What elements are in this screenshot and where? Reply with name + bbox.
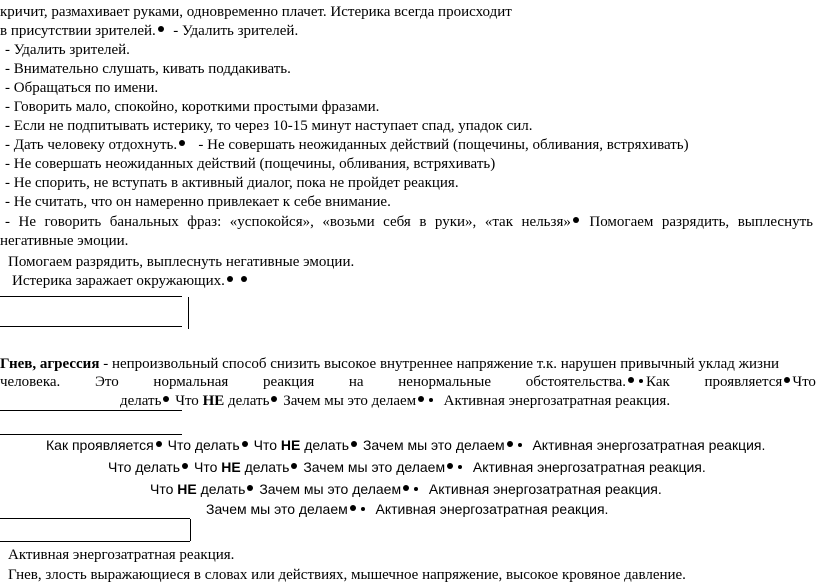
list-item-rest [5,136,689,154]
reaction-text: Активная энергозатратная реакция. [532,437,766,453]
list-item: - Внимательно слушать, кивать поддакивать. [5,61,291,77]
contagious-text: Истерика заражает окружающих. [12,273,225,289]
word: Что [792,374,816,390]
bullet-dot-icon [447,463,453,469]
bullet-dot-icon [403,485,409,491]
help-tail: негативные эмоции. [0,233,129,249]
bullet-dot-icon [158,26,164,32]
help-line: Помогаем разрядить, выплеснуть негативные эмоции. [8,254,355,270]
word: «возьми [322,214,375,230]
list-item: - Говорить мало, спокойно, короткими простыми фразами. [5,99,380,115]
blank-line [0,518,190,519]
why-text: Зачем мы это делаем [259,481,402,497]
word: реакция [262,374,315,390]
word: делать [120,393,162,409]
cascade-line-2 [108,458,706,476]
small-dot-icon [458,465,462,469]
intro-line-1: кричит, размахивает руками, одновременно плачет. Истерика всегда происходит [0,4,512,20]
blank-line [0,296,182,297]
list-item: - Не спорить, не вступать в активный диалог, пока не пройдет реакция. [5,175,459,191]
what-do-text: Что делать [167,437,240,453]
small-dot-icon [361,507,365,511]
inline-remove-spectators: - Удалить зрителей. [173,23,299,39]
small-dot-icon [639,379,643,383]
word: в [419,214,427,230]
bullet-dot-icon [156,441,162,447]
vertical-rule [190,519,191,541]
word-with-dots [526,373,670,391]
bullet-dot-icon [179,140,185,146]
reaction-text: Активная энергозатратная реакция. [375,501,609,517]
word: человека. [0,374,61,390]
anger-heading: Гнев, агрессия [0,356,100,372]
bullet-dot-icon [242,441,248,447]
word: делать [200,481,246,497]
reaction-line: Активная энергозатратная реакция. [8,547,235,563]
small-dot-icon [429,398,433,402]
list-item: - Если не подпитывать истерику, то через 10-15 минут наступает спад, упадок сил. [5,118,533,134]
word: разрядить, [661,214,730,230]
word: «успокойся», [229,214,314,230]
word: фраз: [187,214,222,230]
word: «так [484,214,513,230]
word: руки», [434,214,477,230]
reaction-text: Активная энергозатратная реакция. [472,459,706,475]
bullet-dot-icon [573,217,579,223]
reaction-text: Активная энергозатратная реакция. [443,393,671,409]
list-item: - Обращаться по имени. [5,80,159,96]
contagious-line [12,272,249,290]
bullet-dot-icon [784,377,790,383]
list-item: - Удалить зрителей. [5,42,130,58]
anger-description: Гнев, злость выражающиеся в словах или действиях, мышечное напряжение, высокое кровяное давление. [8,567,686,583]
why-text: Зачем мы это делаем [206,501,348,517]
word: проявляется [704,374,783,390]
list-item: - Не считать, что он намеренно привлекает к себе внимание. [5,194,391,210]
word: Помогаем [589,214,654,230]
bullet-dot-icon [227,276,233,282]
bullet-dot-icon [507,441,513,447]
bullet-dot-icon [271,396,277,402]
intro-line-2 [0,22,298,40]
why-text: Зачем мы это делаем [303,459,446,475]
how-text: Как проявляется [46,437,154,453]
reaction-text: Активная энергозатратная реакция. [428,481,662,497]
blank-line [0,410,182,411]
intro-text: в присутствии зрителей. [0,23,156,39]
blank-line [0,326,182,327]
inline-no-sudden: - Не совершать неожиданных действий (пощечины, обливания, встряхивать) [198,137,689,153]
cascade-line-4 [206,500,608,518]
word: Что [175,393,199,409]
list-item: - Не совершать неожиданных действий (пощечины, обливания, встряхивать) [5,156,496,172]
why-text: Зачем мы это делаем [283,393,417,409]
word: нормальная [153,374,229,390]
anger-text: - непроизвольный способ снизить высокое внутреннее напряжение т.к. нарушен привычный уклад жизни [99,356,780,372]
blank-line [0,434,182,435]
word: Это [94,374,119,390]
not-label: НЕ [202,393,225,409]
word-with-dot [704,373,815,391]
word: говорить [44,214,102,230]
what-do-text: Что делать [108,459,181,475]
word: делать [228,393,270,409]
why-text: Зачем мы это делаем [362,437,505,453]
bullet-dot-icon [628,377,634,383]
bullet-dot-icon [350,505,356,511]
word: на [348,374,364,390]
vertical-rule [188,297,189,329]
bullet-dot-icon [182,463,188,469]
word: обстоятельства. [525,374,627,390]
word: выплеснуть [737,214,813,230]
word: Что [253,437,277,453]
bullet-dot-icon [163,396,169,402]
anger-line-1 [0,355,779,373]
list-item-phrases [5,213,813,231]
anger-line-3 [120,392,670,410]
word: нельзя» [521,214,571,230]
word: Как [646,374,670,390]
rest-text: - Дать человеку отдохнуть. [5,137,178,153]
anger-line-2 [0,373,816,391]
not-label: НЕ [280,437,301,453]
word: ненормальные [398,374,492,390]
bullet-dot-icon [291,463,297,469]
not-label: НЕ [221,459,241,475]
not-label: НЕ [177,481,197,497]
small-dot-icon [518,443,522,447]
word: банальных [109,214,179,230]
word: делать [244,459,290,475]
word: себя [383,214,411,230]
cascade-line-3 [150,480,662,498]
word: - [5,214,10,230]
cascade-line-1 [46,436,765,454]
bullet-dot-icon [247,485,253,491]
word: Что [194,459,218,475]
word: делать [304,437,350,453]
bullet-dot-icon [241,276,247,282]
bullet-dot-icon [351,441,357,447]
word: Не [18,214,37,230]
small-dot-icon [414,487,418,491]
word-with-dot [522,213,581,231]
blank-line [0,541,190,542]
bullet-dot-icon [418,396,424,402]
word: Что [150,481,174,497]
